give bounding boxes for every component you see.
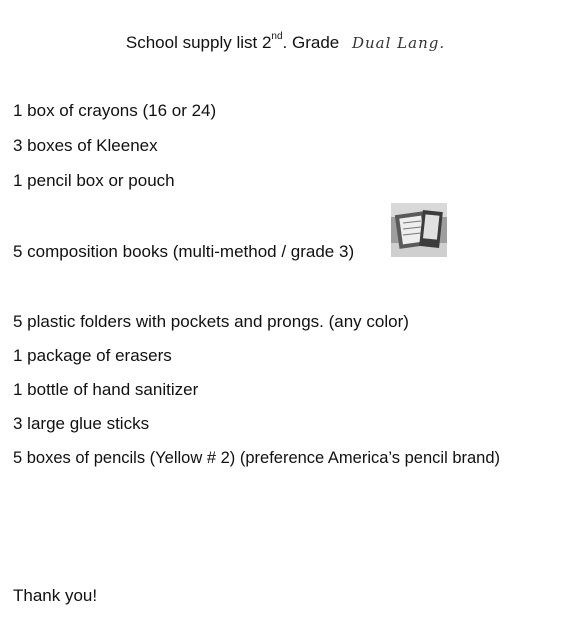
list-item: 5 composition books (multi-method / grade 3) <box>13 242 355 261</box>
list-item: 1 pencil box or pouch <box>13 171 175 190</box>
closing-text: Thank you! <box>13 586 98 605</box>
list-item: 5 plastic folders with pockets and prongs. (any color) <box>13 312 409 331</box>
list-item: 1 bottle of hand sanitizer <box>13 380 199 399</box>
list-item: 3 boxes of Kleenex <box>13 136 158 155</box>
list-item: 5 boxes of pencils (Yellow # 2) (preference America’s pencil brand) <box>13 449 501 467</box>
page-title <box>0 33 571 53</box>
title-superscript: nd <box>271 31 283 43</box>
title-suffix: . Grade <box>282 33 340 52</box>
list-item: 1 box of crayons (16 or 24) <box>13 101 217 120</box>
list-item: 3 large glue sticks <box>13 414 150 433</box>
list-item: 1 package of erasers <box>13 346 172 365</box>
composition-book-photo-icon <box>391 203 447 257</box>
handwritten-note: Dual Lang. <box>351 34 446 52</box>
title-prefix: School supply list 2 <box>125 33 272 52</box>
composition-book-image <box>391 203 447 257</box>
